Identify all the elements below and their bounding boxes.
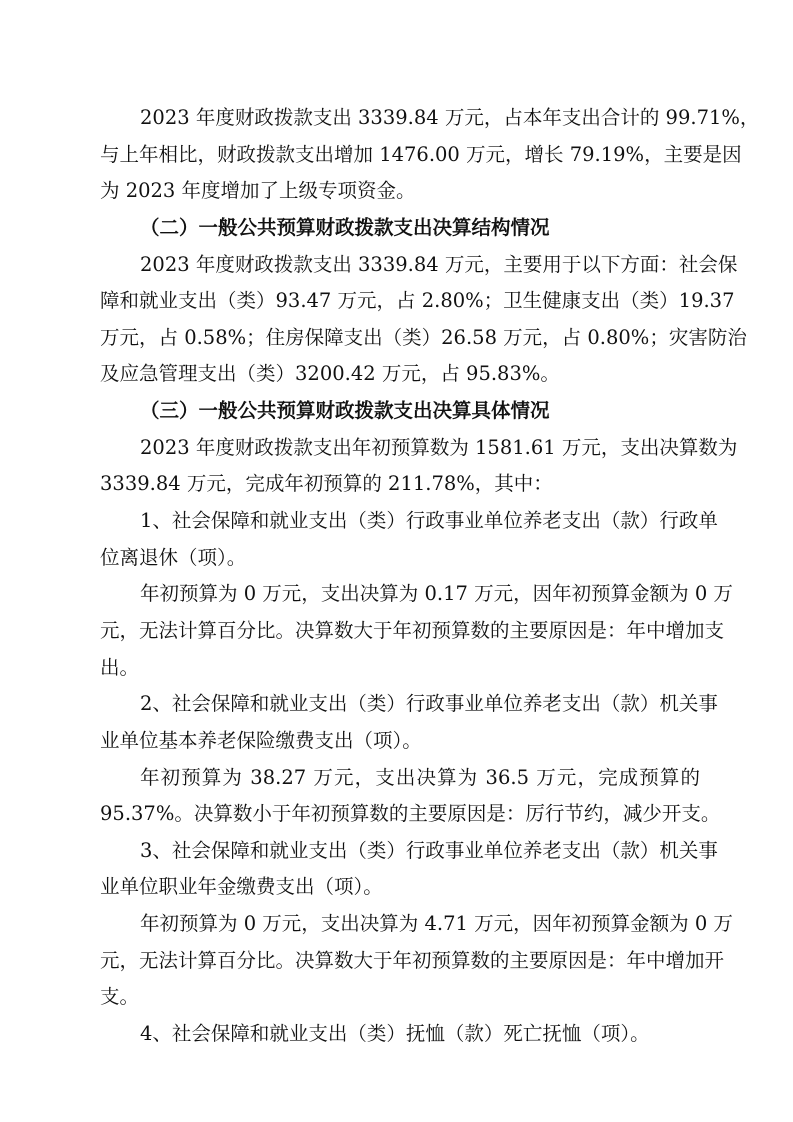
text-line: 2023 年度财政拨款支出 3339.84 万元，占本年支出合计的 99.71%，: [140, 106, 760, 129]
text-line: 支。: [100, 985, 140, 1009]
text-line: 业单位基本养老保险缴费支出（项）。: [100, 728, 422, 752]
text-line: 1、社会保障和就业支出（类）行政事业单位养老支出（款）行政单: [140, 509, 718, 533]
text-line: 4、社会保障和就业支出（类）抚恤（款）死亡抚恤（项）。: [140, 1022, 650, 1046]
text-line: 业单位职业年金缴费支出（项）。: [100, 875, 383, 899]
text-line: 年初预算为 38.27 万元，支出决算为 36.5 万元，完成预算的: [140, 765, 700, 789]
text-line: 2023 年度财政拨款支出 3339.84 万元，主要用于以下方面：社会保: [140, 252, 738, 276]
text-line: 位离退休（项）。: [100, 545, 247, 569]
paragraph: [100, 686, 718, 759]
paragraph: [100, 760, 721, 833]
section-heading: [100, 210, 700, 247]
paragraph: [100, 1016, 700, 1053]
paragraph: [100, 430, 738, 503]
text-line: （二）一般公共预算财政拨款支出决算结构情况: [140, 215, 550, 239]
text-line: 95.37%。决算数小于年初预算数的主要原因是：厉行节约，减少开支。: [100, 802, 721, 826]
text-line: 与上年相比，财政拨款支出增加 1476.00 万元，增长 79.19%，主要是因: [100, 142, 742, 166]
text-line: 3、社会保障和就业支出（类）行政事业单位养老支出（款）机关事: [140, 838, 718, 862]
paragraph: [100, 906, 733, 1016]
section-heading: [100, 393, 700, 430]
text-line: （三）一般公共预算财政拨款支出决算具体情况: [140, 399, 550, 423]
text-line: 出。: [100, 655, 140, 679]
text-line: 2、社会保障和就业支出（类）行政事业单位养老支出（款）机关事: [140, 692, 718, 716]
paragraph: [100, 503, 718, 576]
document-body: [100, 100, 760, 1053]
text-line: 障和就业支出（类）93.47 万元，占 2.80%；卫生健康支出（类）19.37: [100, 289, 735, 313]
text-line: 年初预算为 0 万元，支出决算为 4.71 万元，因年初预算金额为 0 万: [140, 912, 733, 936]
paragraph: [100, 833, 718, 906]
paragraph: [100, 100, 760, 210]
text-line: 3339.84 万元，完成年初预算的 211.78%，其中：: [100, 472, 553, 496]
paragraph: [100, 247, 747, 394]
paragraph: [100, 576, 733, 686]
text-line: 元，无法计算百分比。决算数大于年初预算数的主要原因是：年中增加支: [100, 618, 725, 642]
text-line: 万元，占 0.58%；住房保障支出（类）26.58 万元，占 0.80%；灾害防治: [100, 325, 747, 349]
text-line: 年初预算为 0 万元，支出决算为 0.17 万元，因年初预算金额为 0 万: [140, 582, 733, 606]
text-line: 及应急管理支出（类）3200.42 万元，占 95.83%。: [100, 362, 560, 386]
text-line: 元，无法计算百分比。决算数大于年初预算数的主要原因是：年中增加开: [100, 948, 725, 972]
text-line: 为 2023 年度增加了上级专项资金。: [100, 179, 416, 203]
text-line: 2023 年度财政拨款支出年初预算数为 1581.61 万元，支出决算数为: [140, 435, 738, 459]
